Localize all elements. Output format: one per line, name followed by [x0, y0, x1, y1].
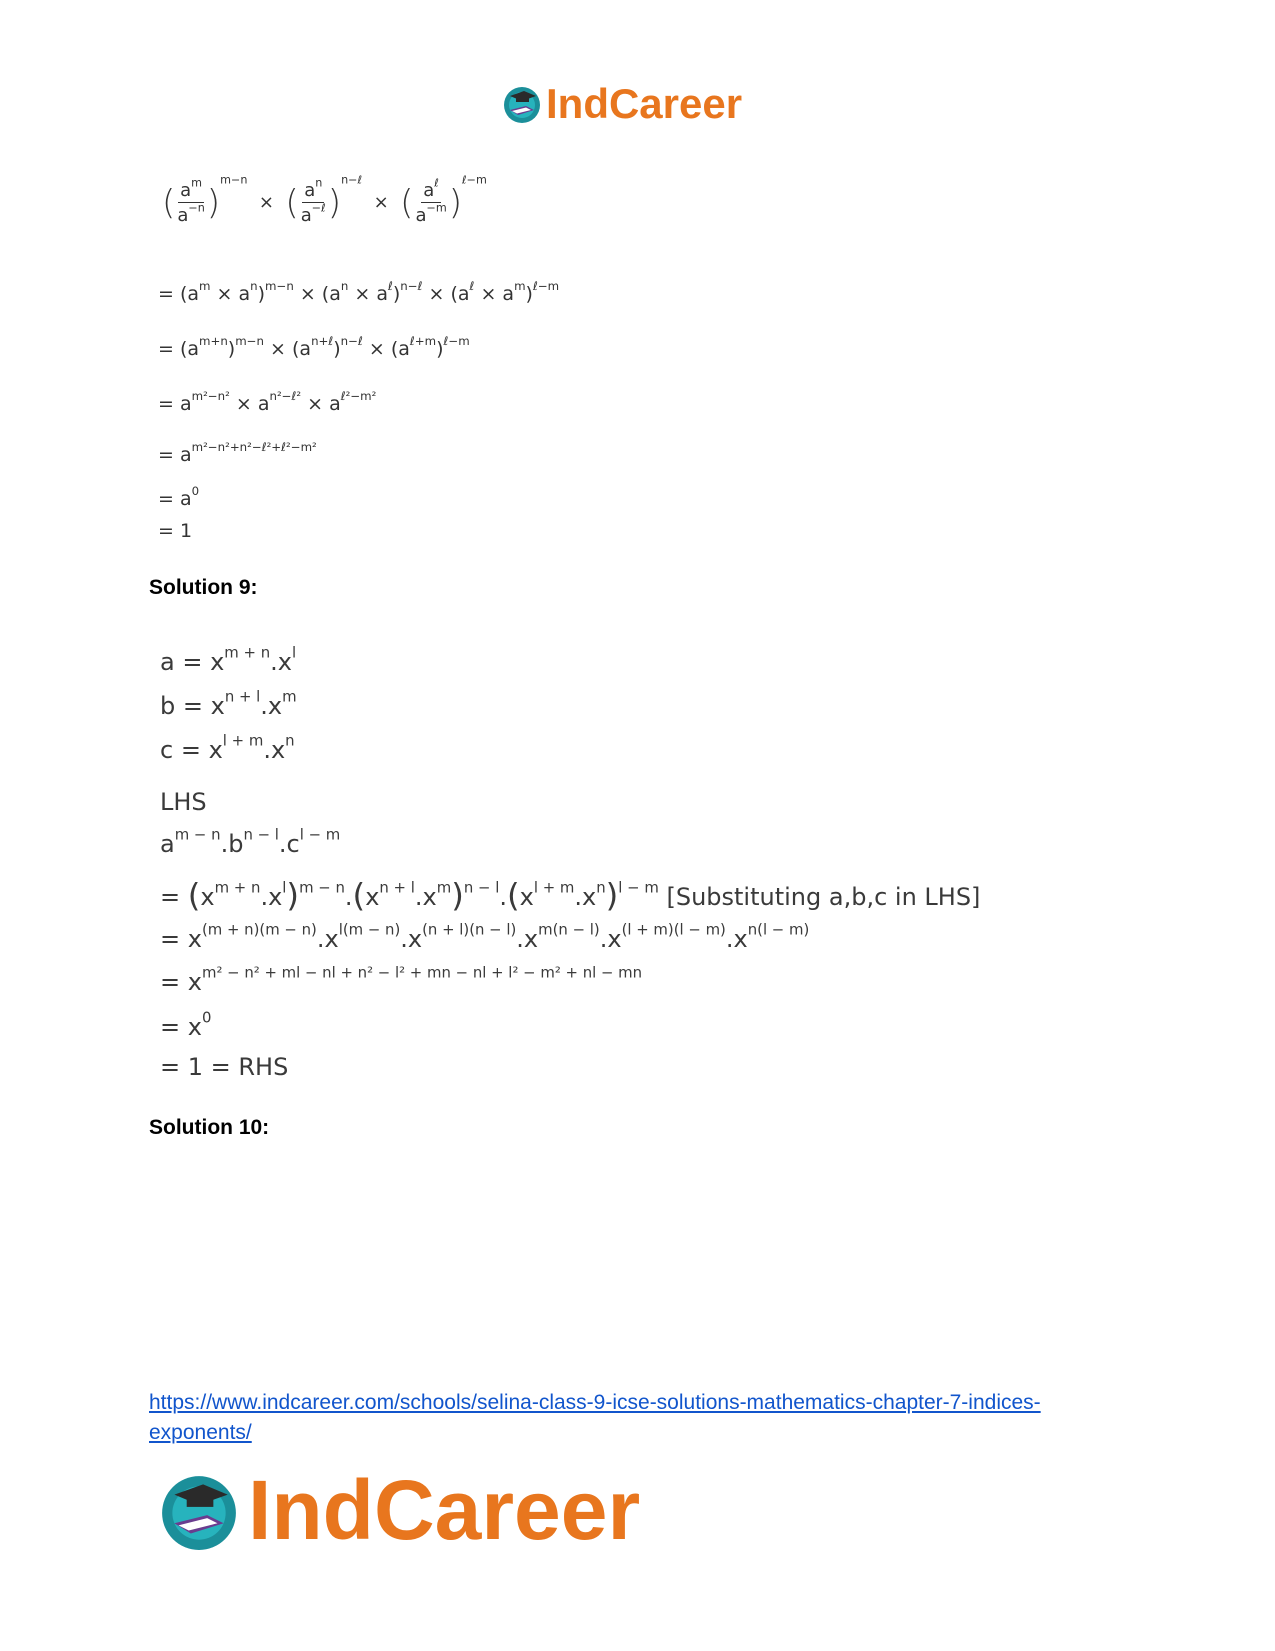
- step-3: = $x^{(m + n)(m - n)}.x^{l(m - n)}.x^{(n + l)(n - l)}.x^{m(n - l)}.x^{(l + m)(l - m)}.x^{n(l - m)}$: [160, 920, 810, 953]
- graduation-cap-globe-icon: [158, 1470, 240, 1552]
- prev-step-1: = $(a^m \times a^n)^{m-n} \times (a^n \times a^\ell)^{n-\ell} \times (a^\ell \times a^m)^{\ell-m}$: [158, 279, 560, 305]
- graduation-cap-globe-icon: [502, 84, 542, 124]
- source-link[interactable]: https://www.indcareer.com/schools/selina-class-9-icse-solutions-mathematics-chapter-7-indices-exponents/: [149, 1391, 1041, 1444]
- lhs-label: LHS: [160, 788, 207, 816]
- step-5: = $x^0$: [160, 1008, 212, 1041]
- definition-c: $c = x^{l + m}.x^n$: [160, 731, 295, 764]
- prev-step-2: = $(a^{m+n})^{m-n} \times (a^{n+\ell})^{n-\ell} \times (a^{\ell+m})^{\ell-m}$: [158, 334, 470, 360]
- definition-b: $b = x^{n + l}.x^m$: [160, 687, 297, 720]
- step-4: = $x^{m^2 - n^2 + ml - nl + n^2 - l^2 + mn - nl + l^2 - m^2 + nl - mn}$: [160, 963, 643, 996]
- step-2: = $(x^{m + n}.x^l)^{m - n}.(x^{n + l}.x^m)^{n - l}.(x^{l + m}.x^n)^{l - m}$ [Substituting a,b,c in LHS]: [160, 877, 981, 915]
- brand-name: IndCareer: [546, 80, 743, 127]
- prev-step-4: = $a^{m^2-n^2+n^2-\ell^2+\ell^2-m^2}$: [158, 440, 317, 466]
- expression-fractions-line: ( $\frac{a^m}{a^{-n}}$ )$^{m-n}$ × ( $\frac{a^n}{a^{-\ell}}$ )$^{n-\ell}$ × ( $\frac{a^\ell}{a^{-m}}$ )$^{\ell-m}$: [162, 173, 487, 226]
- step-1: $a^{m - n}.b^{n - l}.c^{l - m}$: [160, 825, 341, 858]
- step-6: = 1 = RHS: [160, 1053, 289, 1081]
- prev-step-3: = $a^{m^2-n^2} \times a^{n^2-\ell^2} \times a^{\ell^2-m^2}$: [158, 389, 377, 415]
- brand-name: IndCareer: [248, 1463, 641, 1557]
- indcareer-logo-header: [502, 80, 742, 128]
- solution-9-heading: Solution 9:: [149, 576, 258, 599]
- indcareer-logo-footer: [158, 1462, 640, 1559]
- prev-step-6: = 1: [158, 520, 193, 542]
- solution-10-heading: Solution 10:: [149, 1116, 270, 1139]
- prev-step-5: = $a^0$: [158, 484, 200, 510]
- definition-a: $a = x^{m + n}.x^l$: [160, 643, 297, 676]
